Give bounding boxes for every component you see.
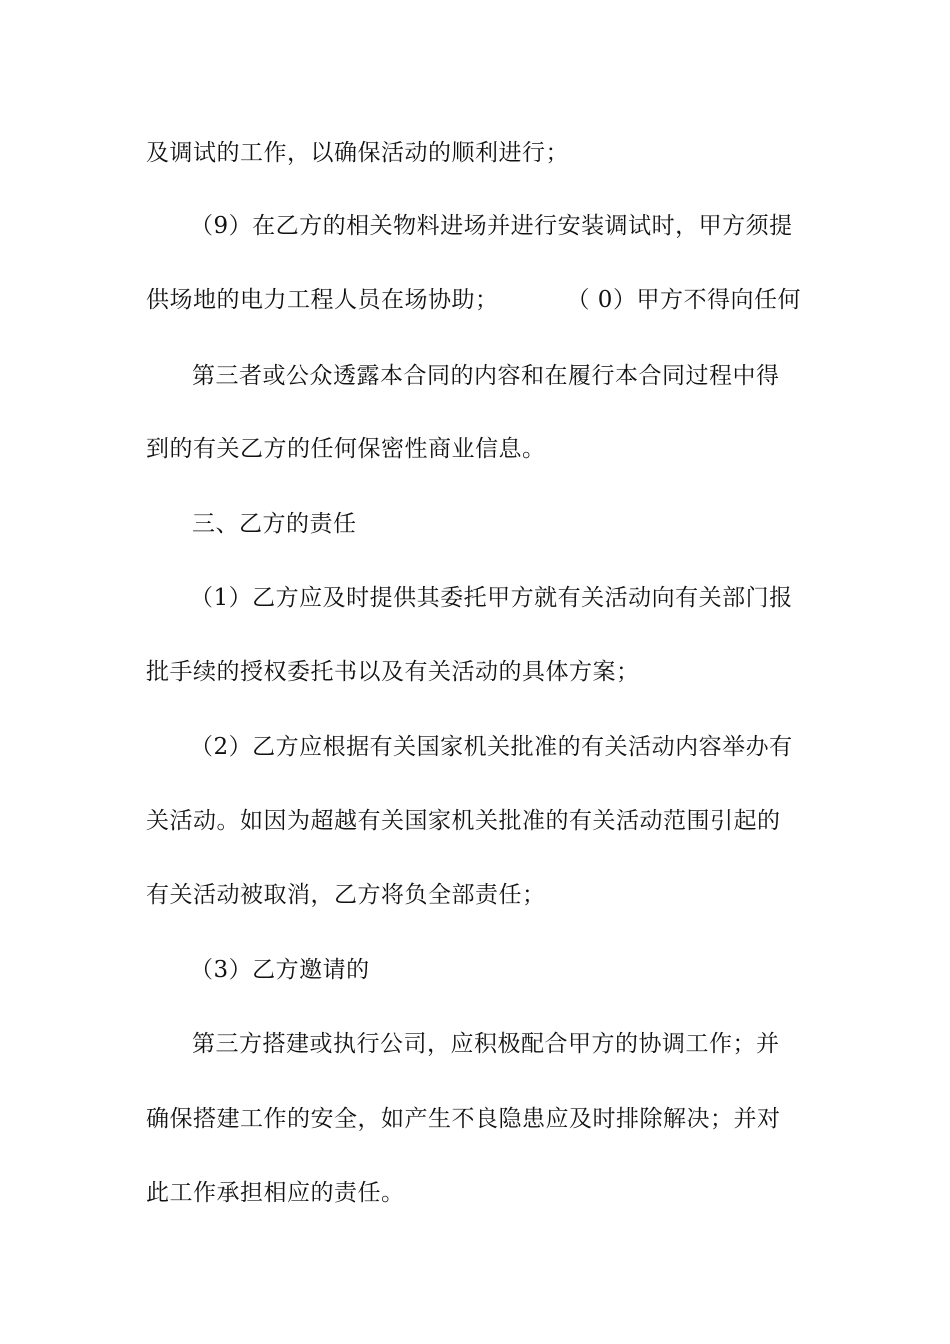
text-line: 此工作承担相应的责任。 (146, 1180, 405, 1206)
text-line: 确保搭建工作的安全，如产生不良隐患应及时排除解决；并对 (146, 1106, 781, 1132)
text-line: 关活动。如因为超越有关国家机关批准的有关活动范围引起的 (146, 808, 781, 834)
text-line: 批手续的授权委托书以及有关活动的具体方案； (146, 659, 640, 685)
text-segment: 供场地的电力工程人员在场协助； (146, 287, 499, 313)
text-line: 第三者或公众透露本合同的内容和在履行本合同过程中得 (192, 363, 780, 389)
text-segment: （ 0）甲方不得向任何 (566, 287, 801, 313)
text-line: （9）在乙方的相关物料进场并进行安装调试时，甲方须提 (190, 213, 793, 239)
text-line: （1）乙方应及时提供其委托甲方就有关活动向有关部门报 (190, 585, 793, 611)
text-line: 及调试的工作，以确保活动的顺利进行； (146, 140, 569, 166)
text-line: 有关活动被取消，乙方将负全部责任； (146, 882, 546, 908)
section-heading: 三、乙方的责任 (192, 511, 357, 537)
text-line (146, 285, 801, 315)
text-line: （3）乙方邀请的 (190, 957, 370, 983)
text-line: 到的有关乙方的任何保密性商业信息。 (146, 436, 546, 462)
text-line: 第三方搭建或执行公司，应积极配合甲方的协调工作；并 (192, 1031, 780, 1057)
text-line: （2）乙方应根据有关国家机关批准的有关活动内容举办有 (190, 734, 793, 760)
